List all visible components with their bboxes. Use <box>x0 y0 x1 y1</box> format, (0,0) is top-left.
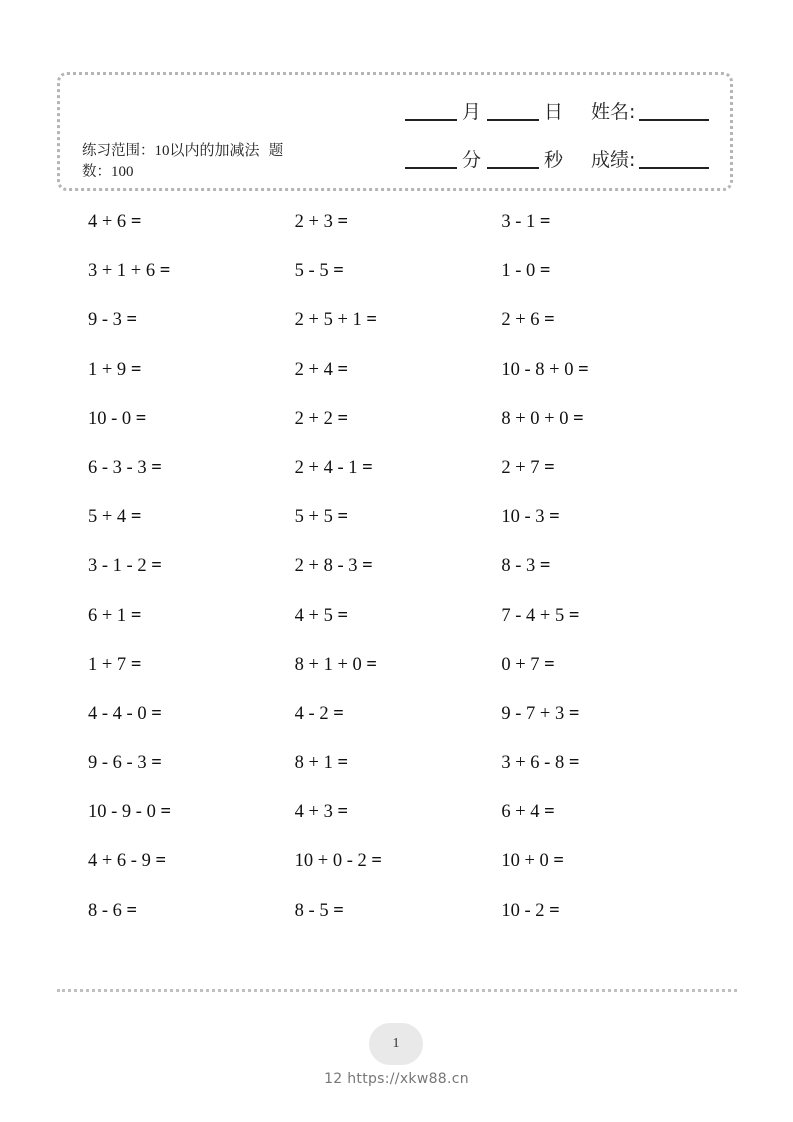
problem-expression: 10 + 0 - 2 <box>294 851 367 872</box>
problem-item <box>88 894 295 943</box>
problem-item <box>501 746 708 795</box>
problem-row <box>88 205 708 254</box>
equals-sign: = <box>362 556 373 577</box>
equals-sign: = <box>151 457 162 478</box>
problem-item <box>88 451 295 500</box>
equals-sign: = <box>337 212 349 232</box>
problem-expression: 2 + 4 - 1 <box>294 457 358 478</box>
equals-sign: = <box>126 310 138 331</box>
problem-expression: 2 + 6 <box>501 310 540 331</box>
problem-item <box>88 599 295 648</box>
problem-expression: 9 - 6 - 3 <box>88 753 147 774</box>
day-blank[interactable] <box>487 97 539 121</box>
problem-expression: 2 + 2 <box>294 408 333 429</box>
problem-item <box>501 648 708 697</box>
page-number: 1 <box>392 1036 400 1051</box>
problem-row <box>88 402 708 451</box>
equals-sign: = <box>337 507 349 528</box>
time-score-row <box>405 145 709 173</box>
problem-row <box>88 844 708 893</box>
problem-expression: 0 + 7 <box>501 654 540 675</box>
problem-expression: 10 - 3 <box>501 507 545 528</box>
problem-item <box>295 254 502 303</box>
name-label: 姓名: <box>591 101 636 123</box>
problem-item <box>88 795 295 844</box>
count-label: 题 <box>268 143 284 159</box>
problem-item <box>501 303 708 352</box>
worksheet-header <box>57 72 733 191</box>
problem-item <box>501 254 708 303</box>
equals-sign: = <box>126 900 138 921</box>
problem-row <box>88 451 708 500</box>
problem-expression: 8 + 1 <box>294 753 333 774</box>
page-number-badge <box>369 1023 423 1065</box>
equals-sign: = <box>160 802 171 823</box>
equals-sign: = <box>539 556 551 577</box>
equals-sign: = <box>337 802 349 823</box>
equals-sign: = <box>539 212 551 232</box>
equals-sign: = <box>151 703 162 724</box>
problem-row <box>88 254 708 303</box>
problem-row <box>88 599 708 648</box>
problem-expression: 5 + 5 <box>294 507 333 528</box>
problem-row <box>88 697 708 746</box>
problem-item <box>88 402 295 451</box>
problem-item <box>295 844 502 893</box>
equals-sign: = <box>578 359 589 380</box>
problem-expression: 2 + 5 + 1 <box>294 310 362 331</box>
problem-expression: 3 + 1 + 6 <box>88 261 156 282</box>
problem-item <box>88 697 295 746</box>
problem-expression: 4 - 2 <box>294 703 329 724</box>
problem-item <box>295 795 502 844</box>
problem-expression: 8 - 5 <box>294 900 329 921</box>
problem-expression: 4 + 6 <box>88 212 127 232</box>
problem-item <box>295 648 502 697</box>
equals-sign: = <box>362 457 373 478</box>
equals-sign: = <box>366 310 377 331</box>
problem-item <box>295 894 502 943</box>
month-blank[interactable] <box>405 97 457 121</box>
problem-item <box>295 599 502 648</box>
problem-item <box>88 254 295 303</box>
equals-sign: = <box>130 605 142 626</box>
practice-scope <box>82 141 312 183</box>
problem-item <box>295 402 502 451</box>
problem-row <box>88 894 708 943</box>
problem-expression: 6 + 1 <box>88 605 127 626</box>
count-value: 100 <box>111 164 134 180</box>
problem-expression: 6 + 4 <box>501 802 540 823</box>
equals-sign: = <box>544 654 555 675</box>
problem-expression: 10 - 2 <box>501 900 545 921</box>
problem-item <box>88 549 295 598</box>
problem-expression: 1 + 7 <box>88 654 127 675</box>
equals-sign: = <box>337 359 349 380</box>
problem-item <box>295 205 502 254</box>
problem-item <box>501 451 708 500</box>
problem-expression: 3 + 6 - 8 <box>501 753 565 774</box>
problem-expression: 8 - 3 <box>501 556 536 577</box>
problem-item <box>501 353 708 402</box>
problem-item <box>88 746 295 795</box>
problem-expression: 4 - 4 - 0 <box>88 703 147 724</box>
problem-expression: 10 - 9 - 0 <box>88 802 156 823</box>
problem-expression: 5 + 4 <box>88 507 127 528</box>
problem-row <box>88 353 708 402</box>
problem-item <box>88 500 295 549</box>
footer-url: 12 https://xkw88.cn <box>324 1071 469 1087</box>
problem-expression: 8 + 0 + 0 <box>501 408 569 429</box>
problem-item <box>295 746 502 795</box>
equals-sign: = <box>130 507 142 528</box>
equals-sign: = <box>151 556 162 577</box>
equals-sign: = <box>549 507 560 528</box>
problem-expression: 3 - 1 <box>501 212 536 232</box>
equals-sign: = <box>539 261 551 282</box>
footer-divider <box>57 989 737 992</box>
problem-expression: 2 + 8 - 3 <box>294 556 358 577</box>
problem-item <box>295 303 502 352</box>
equals-sign: = <box>544 310 555 331</box>
problem-item <box>88 844 295 893</box>
equals-sign: = <box>573 408 584 429</box>
equals-sign: = <box>130 212 142 232</box>
problem-expression: 5 - 5 <box>294 261 329 282</box>
problem-row <box>88 549 708 598</box>
problem-item <box>501 500 708 549</box>
problem-item <box>88 303 295 352</box>
problem-expression: 10 - 0 <box>88 408 132 429</box>
equals-sign: = <box>155 851 167 872</box>
problem-expression: 10 - 8 + 0 <box>501 359 574 380</box>
equals-sign: = <box>130 654 142 675</box>
equals-sign: = <box>337 605 349 626</box>
problem-item <box>295 500 502 549</box>
minute-label: 分 <box>462 149 482 171</box>
problem-item <box>501 697 708 746</box>
scope-value: 10以内的加减法 <box>154 143 260 159</box>
problem-grid <box>88 205 708 943</box>
problem-expression: 3 - 1 - 2 <box>88 556 147 577</box>
equals-sign: = <box>151 753 162 774</box>
second-blank[interactable] <box>487 145 539 169</box>
problem-item <box>501 894 708 943</box>
equals-sign: = <box>130 359 142 380</box>
month-label: 月 <box>462 101 482 123</box>
problem-row <box>88 746 708 795</box>
problem-item <box>88 205 295 254</box>
problem-expression: 9 - 3 <box>88 310 122 331</box>
date-name-row <box>405 97 709 125</box>
problem-row <box>88 795 708 844</box>
count-label-2: 数： <box>82 164 111 180</box>
equals-sign: = <box>568 605 580 626</box>
problem-expression: 6 - 3 - 3 <box>88 457 147 478</box>
equals-sign: = <box>366 654 377 675</box>
equals-sign: = <box>544 802 555 823</box>
score-label: 成绩: <box>591 149 636 171</box>
equals-sign: = <box>544 457 555 478</box>
name-blank[interactable] <box>639 97 709 121</box>
problem-item <box>295 549 502 598</box>
problem-expression: 8 - 6 <box>88 900 122 921</box>
equals-sign: = <box>159 261 171 282</box>
problem-item <box>88 648 295 697</box>
problem-row <box>88 303 708 352</box>
equals-sign: = <box>568 753 580 774</box>
problem-expression: 2 + 3 <box>294 212 333 232</box>
problem-row <box>88 648 708 697</box>
problem-expression: 9 - 7 + 3 <box>501 703 565 724</box>
second-label: 秒 <box>544 149 564 171</box>
problem-expression: 4 + 3 <box>294 802 333 823</box>
equals-sign: = <box>549 900 560 921</box>
equals-sign: = <box>337 408 349 429</box>
problem-expression: 4 + 5 <box>294 605 333 626</box>
problem-item <box>295 697 502 746</box>
equals-sign: = <box>333 900 344 921</box>
day-label: 日 <box>544 101 564 123</box>
problem-item <box>88 353 295 402</box>
problem-item <box>501 402 708 451</box>
problem-expression: 10 + 0 <box>501 851 549 872</box>
problem-expression: 2 + 4 <box>294 359 333 380</box>
problem-item <box>501 549 708 598</box>
equals-sign: = <box>553 851 564 872</box>
equals-sign: = <box>333 703 344 724</box>
minute-blank[interactable] <box>405 145 457 169</box>
problem-expression: 2 + 7 <box>501 457 540 478</box>
problem-item <box>501 844 708 893</box>
problem-expression: 4 + 6 - 9 <box>88 851 151 872</box>
equals-sign: = <box>333 261 344 282</box>
equals-sign: = <box>337 753 349 774</box>
problem-expression: 7 - 4 + 5 <box>501 605 565 626</box>
equals-sign: = <box>371 851 382 872</box>
problem-row <box>88 500 708 549</box>
score-blank[interactable] <box>639 145 709 169</box>
problem-item <box>501 795 708 844</box>
scope-label: 练习范围： <box>82 143 155 159</box>
problem-item <box>295 451 502 500</box>
problem-item <box>295 353 502 402</box>
equals-sign: = <box>135 408 147 429</box>
problem-expression: 1 + 9 <box>88 359 127 380</box>
problem-item <box>501 205 708 254</box>
problem-expression: 1 - 0 <box>501 261 536 282</box>
problem-expression: 8 + 1 + 0 <box>294 654 362 675</box>
equals-sign: = <box>568 703 580 724</box>
problem-item <box>501 599 708 648</box>
